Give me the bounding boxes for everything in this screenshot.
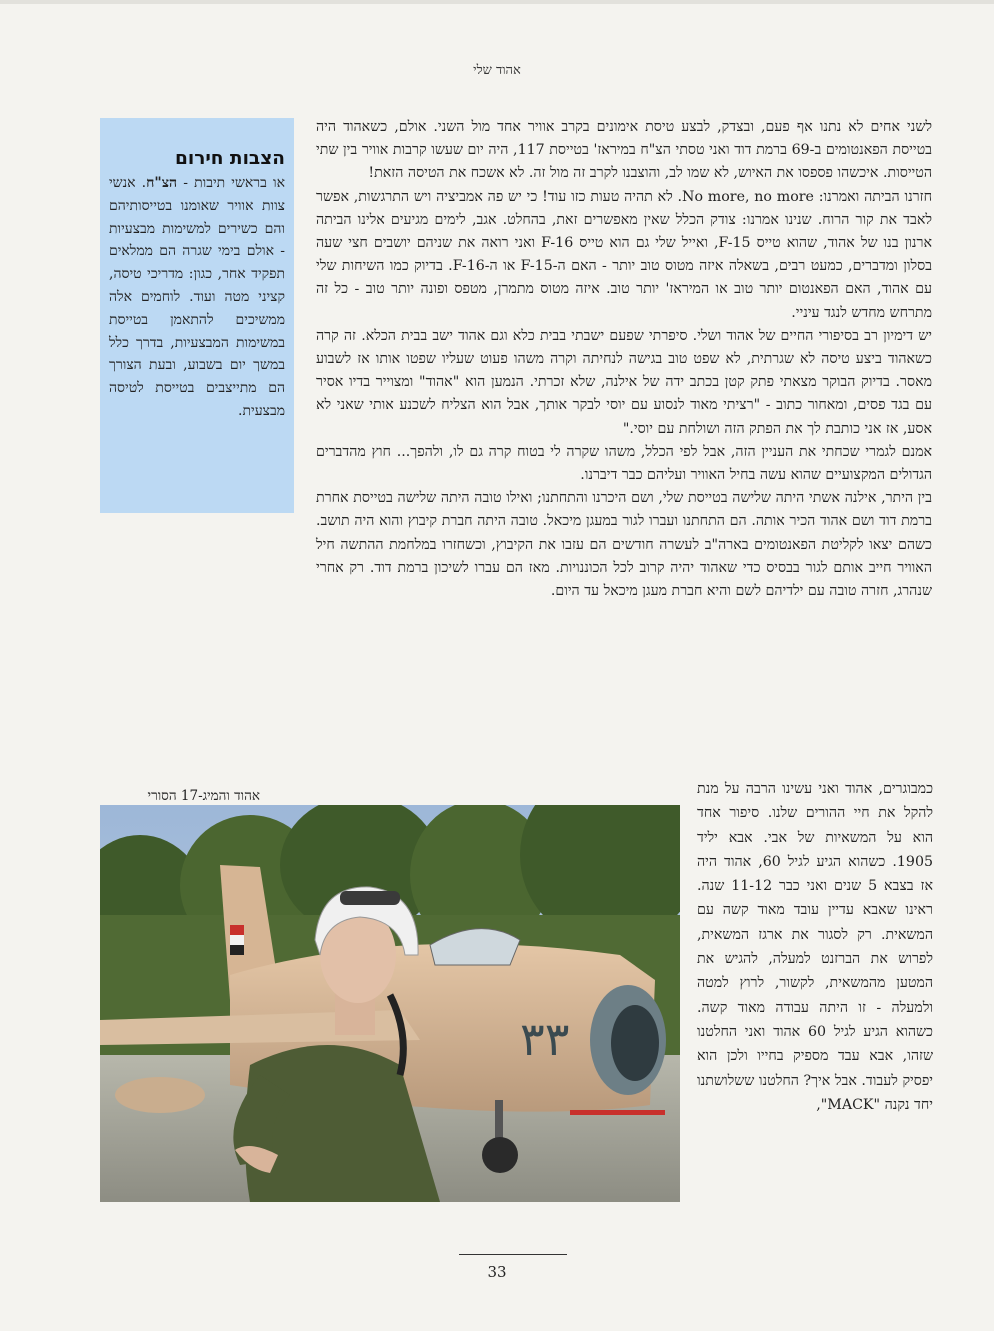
wheel [482,1137,518,1173]
aircraft-number: ٣٣ [520,1012,570,1066]
sidebar-acronym: הצ"ח [146,175,178,191]
main-article-text [316,116,932,603]
paragraph: כמבוגרים, אהוד ואני עשינו הרבה על מנת להקל את חיי ההורים שלנו. סיפור אחד הוא על המשאיות של אבי. אבא יליד 1905. כשהוא הגיע לגיל 60, אהוד היה אז בצבא 5 שנים ואני כבר 11-12 שנה. ראינו שאבא עדיין עובד מאוד קשה עם המשאית. רק לסגור את ארגז המשאית, לפרוש את הברזנט למעלה, להגיש את המטען מהמשאית, לקשור, לרוץ למטה ולמעלה - זו היתה עבודה מאוד קשה. כשהוא הגיע לגיל 60 אהוד ואני החלטנו שזהו, אבא עבד מספיק בחייו ולכן הוא יפסיק לעבוד. אבל איך? החלטנו ששלושתנו יחד נקנה "MACK", [697,781,934,1113]
sidebar-body-intro: או בראשי תיבות - [177,175,286,191]
visor [340,891,400,905]
red-pitot [570,1110,665,1115]
air-intake-inner [611,1005,659,1081]
paragraph: אמנם לגמרי שכחתי את העניין הזה, אבל לפי הכלל, משהו שקרה לי בטוח קרה גם לו, ולהפך... חוץ מהדברים הגדולים המקצועיים שהוא עשה בחיל האוויר ועליהם כבר דיברנו. [316,443,932,484]
sidebar-body [109,172,285,423]
flag-black [230,945,244,955]
paragraph: בין היתר, אילנה אשתי היתה שלישה בטייסת שלי, ושם היכרנו והתחתנו; ואילו טובה היתה שלישה בטייסת אחרת ברמת דוד ושם אהוד הכיר אותה. הם התחתנו ועברו לגור במעגן מיכאל. טובה היתה חברת קיבוץ והוא היה תושב. כשהם יצאו לקליטת הפאנטומים בארה"ב לעשרה חודשים הם עזבו את הקיבוץ, וכשחזרו במלחמת ההתשה חיל האוויר חייב אותם לגור בבסיס כדי שאהוד יהיה קרוב לכל הכוננויות. מאז הם עברו לשיכון ברמת דוד. רק אחרי שנהרג, חזרה טובה עם ילדיהם לשם והיא חברת מעגן מיכאל עד היום. [316,490,932,600]
pilot-and-mig-photo [100,805,680,1202]
footer-rule [459,1254,567,1255]
sidebar-title: הצבות חירום [174,148,285,169]
flag-white [230,935,244,945]
drop-tank [115,1077,205,1113]
paragraph: לשני אחים לא נתנו אף פעם, ובצדק, לבצע טיסת אימונים בקרב אוויר אחד מול השני. אולם, כשאהוד היה בטייסת הפאנטומים ב-69 ברמת דוד ואני טסתי הצ"ח במיראז' בטייסת 117, היה יום שעשו קרבות אוויר בין שתי הטייסות. איכשהו פספסו את האיוש, לא שמו לב, והוצבנו לקרב זה מול זה. לא אשכח את הטיסה הזאת! [316,119,933,182]
running-header: אהוד שלי [473,63,521,78]
glossary-sidebar [100,118,294,513]
sidebar-body-text: . אנשי צוות אוויר שאומנו בטייסותיהם והם כשירים למשימות מבצעיות - אולם בימי שגרה הם ממלאים תפקיד אחר, כגון: מדריכי טיסה, קציני מטה ועוד. לוחמים אלה ממשיכים להתאמן בטייסת במשימות המבצעיות, בדרך כלל במשך יום בשבוע, ובעת הצורך הם מתייצבים בטייסת לטיסה מבצעית. [109,175,285,419]
paragraph: חזרנו הביתה ואמרנו: No more, no more. לא תהיה טעות כזו עוד! כי יש פה אמביציה ויש התרגשות, אפשר לאבד את קור הרוח. שנינו אמרנו: צודק הכלל שאין מאפשרים זאת, בהחלט. אגב, לימים מגיעים אלינו הביתה ארנון בנו של אהוד, שהוא טייס F-15, ואייל שלי גם הוא טייס F-16 ואני רואה את שניהם יושבים חצי שעה בסלון ומדברים, כמעט רבים, בשאלה איזה מטוס טוב יותר - האם ה-F-15 או ה-F-16. בדיוק כמו השיחות שלי עם אהוד, האם הפאנטום יותר טוב או המיראז' יותר טוב. איזה מטוס מתמרן, מטפס ופונה יותר טוב - כל זה מתרחש מחדש לנגד עיניי. [316,188,933,321]
page-number: 33 [487,1263,507,1281]
paragraph: יש דימיון רב בסיפורי החיים של אהוד ושלי. סיפרתי שפעם ישבתי בבית כלא וגם אהוד ישב בבית הכלא. זה קרה כשאהוד ביצע טיסה לא שגרתית, לא שפט טוב בגישה לנחיתה וקרה משהו פעוט שעליו שפטו אותו אז לשבוע מאסר. בדיוק הבוקר מצאתי פתק קטן בכתב ידה של אילנה, שלא זכרתי. הנמען הוא "אהוד" ומצוייר בדיו אסיר עם בגד פסים, ומאחור כתוב - "רציתי מאוד לנסוע עם יוסי לבקר אותך, אבל הוא הצליח לשכנע אותי שאני לא אסע, אז אני כותבת לך את הפתק הזה ושולחת עם יוסי." [316,327,932,437]
photo-caption: אהוד והמיג-17 הסורי [147,788,260,804]
flag-red [230,925,244,935]
photo-side-text-column [697,777,933,1117]
page-top-edge [0,0,994,4]
